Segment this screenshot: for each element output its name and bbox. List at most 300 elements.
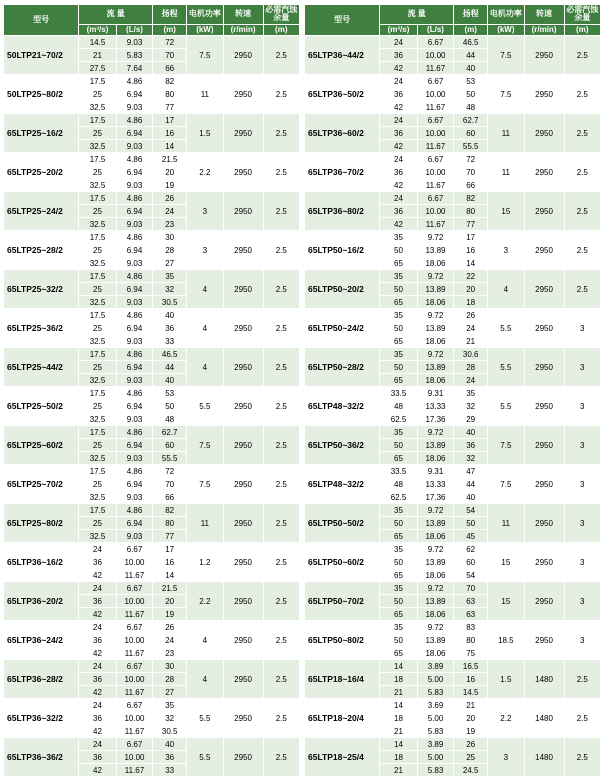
cell-flow-m3s: 42 bbox=[380, 218, 418, 231]
cell-head: 32 bbox=[454, 452, 488, 465]
cell-power: 2.2 bbox=[488, 699, 524, 738]
cell-model: 65LTP48~32/2 bbox=[305, 465, 380, 504]
cell-flow-ls: 9.03 bbox=[116, 257, 152, 270]
cell-flow-m3s: 36 bbox=[79, 556, 117, 569]
cell-flow-ls: 4.86 bbox=[116, 75, 152, 88]
cell-head: 27 bbox=[153, 686, 187, 699]
cell-npsh: 2.5 bbox=[564, 660, 600, 699]
cell-head: 30.6 bbox=[454, 348, 488, 361]
cell-speed: 2950 bbox=[223, 738, 263, 777]
cell-flow-ls: 10.00 bbox=[417, 166, 453, 179]
cell-head: 16 bbox=[454, 244, 488, 257]
cell-flow-m3s: 21 bbox=[380, 764, 418, 777]
cell-model: 65LTP50~36/2 bbox=[305, 426, 380, 465]
cell-flow-ls: 18.06 bbox=[417, 335, 453, 348]
cell-speed: 2950 bbox=[223, 270, 263, 309]
cell-flow-m3s: 32.5 bbox=[79, 413, 117, 426]
cell-head: 28 bbox=[454, 361, 488, 374]
cell-flow-m3s: 14.5 bbox=[79, 36, 117, 49]
header-flow: 流 量 bbox=[380, 5, 454, 25]
cell-flow-m3s: 50 bbox=[380, 517, 418, 530]
cell-head: 33 bbox=[153, 335, 187, 348]
cell-flow-ls: 18.06 bbox=[417, 296, 453, 309]
cell-flow-m3s: 32.5 bbox=[79, 257, 117, 270]
cell-flow-m3s: 18 bbox=[380, 673, 418, 686]
cell-flow-ls: 5.00 bbox=[417, 712, 453, 725]
cell-model: 65LTP36~24/2 bbox=[4, 621, 79, 660]
cell-flow-ls: 3.69 bbox=[417, 699, 453, 712]
header-power: 电机功率 bbox=[187, 5, 223, 25]
cell-power: 15 bbox=[488, 543, 524, 582]
cell-speed: 2950 bbox=[223, 348, 263, 387]
header-npsh-unit: (m) bbox=[564, 24, 600, 35]
cell-head: 55.5 bbox=[454, 140, 488, 153]
cell-flow-ls: 4.86 bbox=[116, 426, 152, 439]
cell-power: 1.2 bbox=[187, 543, 223, 582]
cell-flow-ls: 6.94 bbox=[116, 517, 152, 530]
cell-model: 65LTP36~60/2 bbox=[305, 114, 380, 153]
cell-npsh: 3 bbox=[564, 621, 600, 660]
cell-head: 75 bbox=[454, 647, 488, 660]
cell-npsh: 2.5 bbox=[263, 114, 299, 153]
cell-speed: 2950 bbox=[524, 231, 564, 270]
cell-speed: 2950 bbox=[223, 387, 263, 426]
cell-flow-m3s: 50 bbox=[380, 322, 418, 335]
cell-flow-m3s: 42 bbox=[380, 140, 418, 153]
cell-speed: 2950 bbox=[524, 114, 564, 153]
cell-head: 72 bbox=[153, 465, 187, 478]
cell-flow-m3s: 50 bbox=[380, 556, 418, 569]
cell-flow-ls: 9.31 bbox=[417, 465, 453, 478]
cell-head: 48 bbox=[153, 413, 187, 426]
cell-speed: 2950 bbox=[524, 153, 564, 192]
table-row bbox=[4, 504, 300, 517]
cell-speed: 2950 bbox=[223, 36, 263, 75]
cell-model: 65LTP36~36/2 bbox=[4, 738, 79, 777]
cell-flow-ls: 9.72 bbox=[417, 543, 453, 556]
cell-model: 65LTP36~20/2 bbox=[4, 582, 79, 621]
cell-flow-m3s: 65 bbox=[380, 452, 418, 465]
cell-flow-ls: 6.67 bbox=[417, 192, 453, 205]
cell-head: 32 bbox=[153, 712, 187, 725]
cell-flow-ls: 6.94 bbox=[116, 283, 152, 296]
cell-flow-m3s: 35 bbox=[380, 348, 418, 361]
cell-head: 72 bbox=[454, 153, 488, 166]
cell-flow-ls: 18.06 bbox=[417, 569, 453, 582]
cell-head: 44 bbox=[454, 478, 488, 491]
cell-flow-m3s: 35 bbox=[380, 270, 418, 283]
cell-flow-m3s: 24 bbox=[79, 582, 117, 595]
cell-head: 17 bbox=[153, 114, 187, 127]
header-speed: 转速 bbox=[223, 5, 263, 25]
cell-power: 3 bbox=[187, 192, 223, 231]
cell-flow-m3s: 36 bbox=[79, 751, 117, 764]
cell-head: 55.5 bbox=[153, 452, 187, 465]
cell-speed: 2950 bbox=[223, 114, 263, 153]
cell-flow-ls: 9.03 bbox=[116, 530, 152, 543]
cell-flow-m3s: 48 bbox=[380, 478, 418, 491]
cell-flow-m3s: 24 bbox=[79, 660, 117, 673]
cell-flow-ls: 4.86 bbox=[116, 504, 152, 517]
cell-flow-ls: 10.00 bbox=[116, 634, 152, 647]
cell-power: 1.5 bbox=[187, 114, 223, 153]
cell-flow-m3s: 24 bbox=[79, 738, 117, 751]
cell-head: 40 bbox=[454, 426, 488, 439]
cell-flow-m3s: 35 bbox=[380, 582, 418, 595]
cell-flow-ls: 6.67 bbox=[116, 543, 152, 556]
cell-flow-ls: 4.86 bbox=[116, 153, 152, 166]
cell-flow-ls: 13.89 bbox=[417, 439, 453, 452]
cell-flow-ls: 10.00 bbox=[417, 127, 453, 140]
cell-speed: 1480 bbox=[524, 660, 564, 699]
cell-power: 15 bbox=[488, 582, 524, 621]
cell-flow-m3s: 35 bbox=[380, 426, 418, 439]
cell-head: 60 bbox=[153, 439, 187, 452]
table-row bbox=[305, 270, 601, 283]
cell-flow-m3s: 21 bbox=[380, 686, 418, 699]
table-row bbox=[305, 309, 601, 322]
cell-flow-ls: 11.67 bbox=[417, 101, 453, 114]
cell-model: 65LTP36~32/2 bbox=[4, 699, 79, 738]
cell-power: 11 bbox=[187, 75, 223, 114]
cell-flow-m3s: 36 bbox=[380, 127, 418, 140]
cell-flow-ls: 10.00 bbox=[417, 49, 453, 62]
cell-head: 80 bbox=[153, 517, 187, 530]
cell-power: 5.5 bbox=[488, 309, 524, 348]
cell-model: 65LTP48~32/2 bbox=[305, 387, 380, 426]
cell-flow-m3s: 36 bbox=[79, 712, 117, 725]
cell-head: 24.5 bbox=[454, 764, 488, 777]
cell-power: 2.2 bbox=[187, 153, 223, 192]
cell-head: 35 bbox=[454, 387, 488, 400]
cell-speed: 2950 bbox=[524, 348, 564, 387]
cell-npsh: 2.5 bbox=[564, 75, 600, 114]
cell-model: 65LTP25~60/2 bbox=[4, 426, 79, 465]
tables-container bbox=[3, 4, 602, 777]
cell-head: 63 bbox=[454, 595, 488, 608]
cell-flow-m3s: 24 bbox=[79, 621, 117, 634]
cell-flow-m3s: 18 bbox=[380, 712, 418, 725]
cell-flow-ls: 18.06 bbox=[417, 257, 453, 270]
cell-power: 5.5 bbox=[187, 699, 223, 738]
pump-table-left bbox=[3, 4, 300, 777]
cell-flow-ls: 5.83 bbox=[417, 725, 453, 738]
cell-model: 65LTP36~70/2 bbox=[305, 153, 380, 192]
cell-npsh: 2.5 bbox=[263, 426, 299, 465]
cell-head: 77 bbox=[153, 530, 187, 543]
cell-flow-ls: 18.06 bbox=[417, 647, 453, 660]
cell-speed: 2950 bbox=[524, 621, 564, 660]
cell-flow-m3s: 17.5 bbox=[79, 465, 117, 478]
cell-flow-ls: 6.94 bbox=[116, 166, 152, 179]
table-row bbox=[305, 387, 601, 400]
cell-head: 72 bbox=[153, 36, 187, 49]
cell-flow-m3s: 35 bbox=[380, 231, 418, 244]
cell-flow-m3s: 42 bbox=[79, 764, 117, 777]
table-header-left bbox=[4, 5, 300, 36]
pump-table-right bbox=[304, 4, 601, 777]
cell-head: 21 bbox=[454, 699, 488, 712]
cell-head: 30 bbox=[153, 231, 187, 244]
cell-flow-ls: 6.67 bbox=[417, 36, 453, 49]
cell-speed: 2950 bbox=[223, 426, 263, 465]
cell-flow-ls: 17.36 bbox=[417, 491, 453, 504]
cell-head: 28 bbox=[153, 244, 187, 257]
cell-npsh: 3 bbox=[564, 348, 600, 387]
cell-flow-ls: 11.67 bbox=[116, 764, 152, 777]
cell-flow-m3s: 36 bbox=[380, 166, 418, 179]
cell-head: 23 bbox=[153, 647, 187, 660]
cell-flow-m3s: 32.5 bbox=[79, 491, 117, 504]
cell-flow-m3s: 65 bbox=[380, 569, 418, 582]
cell-flow-m3s: 17.5 bbox=[79, 426, 117, 439]
cell-flow-m3s: 42 bbox=[79, 725, 117, 738]
table-row bbox=[4, 114, 300, 127]
cell-power: 4 bbox=[187, 270, 223, 309]
cell-flow-ls: 7.64 bbox=[116, 62, 152, 75]
cell-npsh: 2.5 bbox=[564, 114, 600, 153]
cell-flow-m3s: 25 bbox=[79, 88, 117, 101]
cell-flow-ls: 13.89 bbox=[417, 244, 453, 257]
cell-head: 25 bbox=[454, 751, 488, 764]
cell-flow-m3s: 50 bbox=[380, 634, 418, 647]
cell-flow-ls: 11.67 bbox=[417, 218, 453, 231]
cell-flow-ls: 17.36 bbox=[417, 413, 453, 426]
cell-flow-ls: 13.89 bbox=[417, 361, 453, 374]
cell-npsh: 2.5 bbox=[263, 192, 299, 231]
cell-flow-ls: 6.67 bbox=[116, 621, 152, 634]
cell-power: 18.5 bbox=[488, 621, 524, 660]
cell-flow-ls: 4.86 bbox=[116, 348, 152, 361]
cell-flow-m3s: 24 bbox=[380, 153, 418, 166]
cell-model: 50LTP21~70/2 bbox=[4, 36, 79, 75]
cell-head: 80 bbox=[454, 634, 488, 647]
cell-power: 1.5 bbox=[488, 660, 524, 699]
table-header-right bbox=[305, 5, 601, 36]
cell-head: 45 bbox=[454, 530, 488, 543]
cell-model: 65LTP36~28/2 bbox=[4, 660, 79, 699]
cell-flow-m3s: 24 bbox=[380, 192, 418, 205]
cell-head: 40 bbox=[454, 62, 488, 75]
table-row bbox=[4, 75, 300, 88]
cell-flow-m3s: 33.5 bbox=[380, 387, 418, 400]
cell-npsh: 2.5 bbox=[263, 660, 299, 699]
cell-speed: 2950 bbox=[223, 660, 263, 699]
cell-flow-m3s: 32.5 bbox=[79, 530, 117, 543]
cell-power: 5.5 bbox=[488, 387, 524, 426]
table-row bbox=[305, 75, 601, 88]
cell-flow-m3s: 65 bbox=[380, 374, 418, 387]
cell-head: 53 bbox=[454, 75, 488, 88]
cell-flow-m3s: 25 bbox=[79, 283, 117, 296]
cell-head: 30.5 bbox=[153, 296, 187, 309]
cell-speed: 2950 bbox=[524, 75, 564, 114]
cell-flow-ls: 10.00 bbox=[116, 712, 152, 725]
table-row bbox=[305, 348, 601, 361]
cell-flow-m3s: 25 bbox=[79, 517, 117, 530]
cell-head: 80 bbox=[153, 88, 187, 101]
cell-head: 32 bbox=[454, 400, 488, 413]
cell-flow-m3s: 36 bbox=[79, 595, 117, 608]
cell-head: 62.7 bbox=[454, 114, 488, 127]
cell-head: 36 bbox=[153, 322, 187, 335]
cell-power: 7.5 bbox=[187, 426, 223, 465]
cell-flow-ls: 9.72 bbox=[417, 231, 453, 244]
cell-flow-m3s: 24 bbox=[380, 114, 418, 127]
cell-flow-ls: 13.89 bbox=[417, 556, 453, 569]
cell-flow-m3s: 42 bbox=[79, 647, 117, 660]
cell-head: 18 bbox=[454, 296, 488, 309]
cell-flow-m3s: 32.5 bbox=[79, 452, 117, 465]
cell-speed: 2950 bbox=[223, 582, 263, 621]
cell-model: 65LTP50~80/2 bbox=[305, 621, 380, 660]
cell-head: 70 bbox=[454, 166, 488, 179]
cell-speed: 2950 bbox=[223, 504, 263, 543]
header-flow-unit-m3s: (m³/s) bbox=[79, 24, 117, 35]
cell-head: 50 bbox=[153, 400, 187, 413]
cell-flow-ls: 9.03 bbox=[116, 36, 152, 49]
cell-flow-m3s: 48 bbox=[380, 400, 418, 413]
cell-head: 16 bbox=[454, 673, 488, 686]
cell-power: 4 bbox=[187, 621, 223, 660]
cell-flow-m3s: 36 bbox=[79, 673, 117, 686]
table-row bbox=[305, 543, 601, 556]
cell-flow-m3s: 36 bbox=[380, 49, 418, 62]
cell-flow-ls: 5.83 bbox=[116, 49, 152, 62]
cell-flow-ls: 13.33 bbox=[417, 478, 453, 491]
cell-flow-m3s: 25 bbox=[79, 322, 117, 335]
cell-flow-ls: 4.86 bbox=[116, 465, 152, 478]
cell-npsh: 2.5 bbox=[263, 543, 299, 582]
cell-power: 11 bbox=[187, 504, 223, 543]
cell-speed: 2950 bbox=[524, 309, 564, 348]
cell-flow-m3s: 17.5 bbox=[79, 114, 117, 127]
cell-head: 40 bbox=[153, 309, 187, 322]
cell-head: 24 bbox=[153, 205, 187, 218]
header-npsh-unit: (m) bbox=[263, 24, 299, 35]
cell-npsh: 2.5 bbox=[263, 153, 299, 192]
cell-flow-ls: 6.67 bbox=[417, 114, 453, 127]
cell-npsh: 3 bbox=[564, 504, 600, 543]
cell-npsh: 2.5 bbox=[564, 231, 600, 270]
cell-npsh: 2.5 bbox=[564, 153, 600, 192]
cell-flow-m3s: 65 bbox=[380, 296, 418, 309]
cell-head: 20 bbox=[153, 166, 187, 179]
cell-head: 47 bbox=[454, 465, 488, 478]
cell-speed: 2950 bbox=[524, 465, 564, 504]
table-row bbox=[305, 36, 601, 49]
cell-speed: 2950 bbox=[223, 621, 263, 660]
cell-flow-ls: 11.67 bbox=[116, 647, 152, 660]
cell-speed: 2950 bbox=[223, 699, 263, 738]
cell-flow-ls: 9.72 bbox=[417, 621, 453, 634]
table-row bbox=[4, 36, 300, 49]
cell-power: 7.5 bbox=[488, 75, 524, 114]
cell-flow-m3s: 42 bbox=[380, 101, 418, 114]
cell-power: 7.5 bbox=[488, 36, 524, 75]
table-row bbox=[4, 543, 300, 556]
table-row bbox=[305, 231, 601, 244]
cell-flow-m3s: 25 bbox=[79, 166, 117, 179]
cell-flow-ls: 5.83 bbox=[417, 764, 453, 777]
cell-head: 40 bbox=[153, 374, 187, 387]
cell-flow-m3s: 17.5 bbox=[79, 309, 117, 322]
cell-model: 65LTP25~80/2 bbox=[4, 504, 79, 543]
cell-npsh: 2.5 bbox=[263, 36, 299, 75]
cell-flow-m3s: 50 bbox=[380, 244, 418, 257]
cell-flow-ls: 5.00 bbox=[417, 751, 453, 764]
cell-head: 44 bbox=[454, 49, 488, 62]
cell-npsh: 2.5 bbox=[564, 192, 600, 231]
cell-head: 50 bbox=[454, 88, 488, 101]
table-row bbox=[4, 270, 300, 283]
cell-npsh: 2.5 bbox=[263, 738, 299, 777]
cell-power: 7.5 bbox=[488, 426, 524, 465]
cell-speed: 2950 bbox=[524, 504, 564, 543]
cell-flow-ls: 9.03 bbox=[116, 179, 152, 192]
cell-flow-m3s: 18 bbox=[380, 751, 418, 764]
table-row bbox=[4, 582, 300, 595]
cell-speed: 2950 bbox=[524, 192, 564, 231]
cell-flow-m3s: 17.5 bbox=[79, 504, 117, 517]
cell-flow-m3s: 24 bbox=[79, 543, 117, 556]
cell-head: 14 bbox=[153, 140, 187, 153]
cell-power: 11 bbox=[488, 153, 524, 192]
cell-head: 16 bbox=[153, 127, 187, 140]
cell-flow-m3s: 25 bbox=[79, 361, 117, 374]
cell-head: 22 bbox=[454, 270, 488, 283]
cell-head: 29 bbox=[454, 413, 488, 426]
cell-flow-m3s: 32.5 bbox=[79, 374, 117, 387]
cell-flow-m3s: 65 bbox=[380, 608, 418, 621]
header-speed: 转速 bbox=[524, 5, 564, 25]
cell-flow-m3s: 35 bbox=[380, 621, 418, 634]
cell-npsh: 2.5 bbox=[263, 348, 299, 387]
header-speed-unit: (r/min) bbox=[223, 24, 263, 35]
table-row bbox=[4, 309, 300, 322]
header-power-unit: (kW) bbox=[488, 24, 524, 35]
cell-model: 65LTP18~16/4 bbox=[305, 660, 380, 699]
cell-flow-ls: 6.94 bbox=[116, 361, 152, 374]
header-npsh: 必需汽蚀余量 bbox=[263, 5, 299, 25]
cell-speed: 2950 bbox=[223, 75, 263, 114]
cell-speed: 2950 bbox=[524, 426, 564, 465]
cell-flow-m3s: 21 bbox=[79, 49, 117, 62]
cell-flow-ls: 10.00 bbox=[116, 673, 152, 686]
cell-npsh: 3 bbox=[564, 426, 600, 465]
cell-npsh: 3 bbox=[564, 387, 600, 426]
cell-head: 24 bbox=[454, 374, 488, 387]
cell-flow-ls: 4.86 bbox=[116, 192, 152, 205]
cell-flow-m3s: 42 bbox=[79, 686, 117, 699]
cell-flow-m3s: 14 bbox=[380, 699, 418, 712]
cell-flow-m3s: 14 bbox=[380, 660, 418, 673]
cell-head: 14 bbox=[454, 257, 488, 270]
cell-flow-m3s: 42 bbox=[79, 608, 117, 621]
cell-flow-ls: 6.67 bbox=[116, 699, 152, 712]
cell-head: 80 bbox=[454, 205, 488, 218]
cell-head: 19 bbox=[454, 725, 488, 738]
table-body-left bbox=[4, 36, 300, 777]
cell-flow-m3s: 17.5 bbox=[79, 231, 117, 244]
cell-speed: 2950 bbox=[524, 36, 564, 75]
cell-model: 65LTP25~44/2 bbox=[4, 348, 79, 387]
header-head: 扬程 bbox=[153, 5, 187, 25]
cell-flow-m3s: 27.5 bbox=[79, 62, 117, 75]
cell-head: 20 bbox=[153, 595, 187, 608]
cell-flow-ls: 11.67 bbox=[417, 140, 453, 153]
cell-head: 77 bbox=[153, 101, 187, 114]
